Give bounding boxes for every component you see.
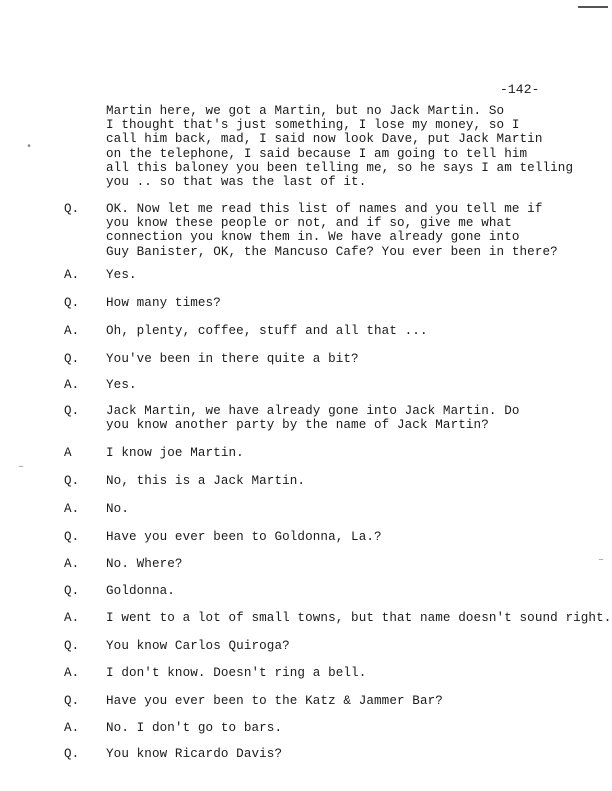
stray-dot: • [26, 142, 33, 153]
text-line: you .. so that was the last of it. [106, 175, 367, 190]
text-line: you know another party by the name of Jack Martin? [106, 418, 489, 433]
speaker-label: A. [64, 502, 80, 516]
text-line: I thought that's just something, I lose my money, so I [106, 118, 520, 133]
speaker-label: Q. [64, 747, 80, 761]
text-line: No. Where? [106, 557, 183, 571]
speaker-label: A. [64, 611, 80, 625]
text-line: How many times? [106, 296, 221, 310]
scan-edge-mark [578, 6, 608, 8]
speaker-label: A. [64, 378, 80, 392]
text-line: Yes. [106, 268, 137, 282]
text-line: on the telephone, I said because I am going to tell him [106, 146, 528, 161]
stray-dash-right: – [598, 555, 605, 566]
speaker-label: A [64, 446, 72, 460]
entry-text [106, 324, 586, 338]
entry-text [106, 557, 586, 571]
text-line: No, this is a Jack Martin. [106, 474, 306, 488]
text-line: you know these people or not, and if so, give me what [106, 216, 512, 231]
speaker-label: A. [64, 721, 80, 735]
speaker-label: Q. [64, 584, 80, 598]
text-line: You've been in there quite a bit? [106, 352, 359, 366]
text-line: Martin here, we got a Martin, but no Jack Martin. So [106, 104, 505, 118]
speaker-label: Q. [64, 404, 80, 418]
page-number: -142- [500, 82, 540, 97]
entry-text [106, 694, 586, 708]
speaker-label: Q. [64, 296, 80, 310]
entry-text [106, 639, 586, 653]
entry-text [106, 352, 586, 366]
stray-dash: – [18, 462, 25, 473]
text-line: Guy Banister, OK, the Mancuso Cafe? You ever been in there? [106, 244, 558, 259]
entry-text [106, 474, 586, 488]
entry-text [106, 404, 586, 432]
entry-text [106, 584, 586, 598]
text-line: You know Carlos Quiroga? [106, 639, 290, 653]
entry-text [106, 611, 612, 625]
text-line: You know Ricardo Davis? [106, 747, 283, 761]
text-line: call him back, mad, I said now look Dave, put Jack Martin [106, 132, 543, 147]
entry-text [106, 104, 586, 189]
entry-text [106, 530, 586, 544]
entry-text [106, 666, 586, 680]
speaker-label: A. [64, 666, 80, 680]
text-line: connection you know them in. We have already gone into [106, 230, 520, 245]
text-line: I went to a lot of small towns, but that name doesn't sound right. [106, 611, 612, 625]
entry-text [106, 378, 586, 392]
text-line: I don't know. Doesn't ring a bell. [106, 666, 367, 680]
entry-text [106, 202, 586, 259]
text-line: Have you ever been to the Katz & Jammer Bar? [106, 694, 443, 708]
speaker-label: Q. [64, 694, 80, 708]
speaker-label: Q. [64, 352, 80, 366]
text-line: Yes. [106, 378, 137, 392]
text-line: Jack Martin, we have already gone into Jack Martin. Do [106, 404, 520, 418]
text-line: Have you ever been to Goldonna, La.? [106, 530, 382, 544]
entry-text [106, 747, 586, 761]
speaker-label: A. [64, 324, 80, 338]
text-line: Goldonna. [106, 584, 175, 598]
entry-text [106, 268, 586, 282]
text-line: No. I don't go to bars. [106, 721, 283, 735]
speaker-label: A. [64, 268, 80, 282]
entry-text [106, 446, 586, 460]
entry-text [106, 502, 586, 516]
speaker-label: Q. [64, 202, 80, 216]
entry-text [106, 296, 586, 310]
text-line: I know joe Martin. [106, 446, 244, 460]
speaker-label: Q. [64, 474, 80, 488]
speaker-label: A. [64, 557, 80, 571]
speaker-label: Q. [64, 530, 80, 544]
text-line: Oh, plenty, coffee, stuff and all that ... [106, 324, 428, 338]
text-line: OK. Now let me read this list of names and you tell me if [106, 202, 543, 216]
text-line: No. [106, 502, 129, 516]
speaker-label: Q. [64, 639, 80, 653]
text-line: all this baloney you been telling me, so he says I am telling [106, 160, 574, 175]
entry-text [106, 721, 586, 735]
